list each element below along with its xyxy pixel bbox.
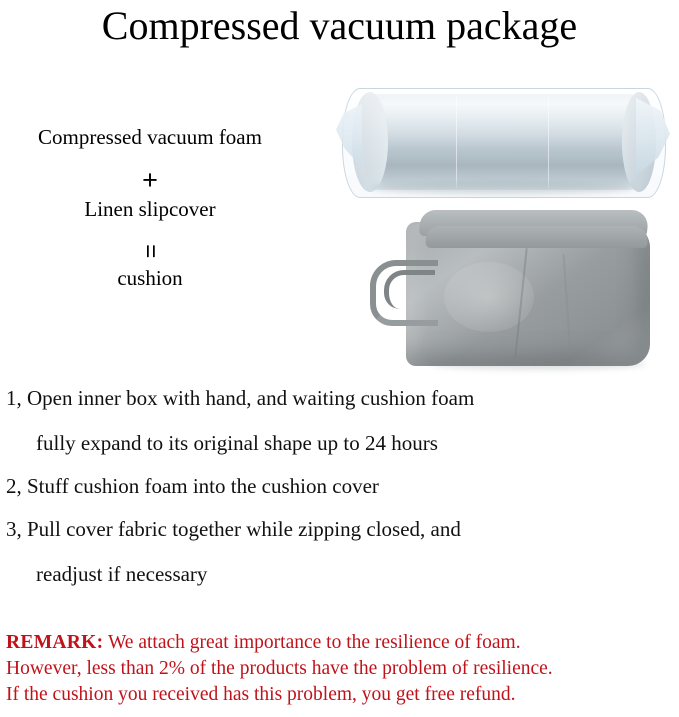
remark-line-3: If the cushion you received has this problem, you get free refund. xyxy=(6,683,516,705)
spacer xyxy=(0,221,300,235)
step-1-line-1: 1, Open inner box with hand, and waiting cushion foam xyxy=(6,386,475,410)
equals-operator: = xyxy=(137,243,165,258)
instruction-steps xyxy=(6,388,672,585)
step-3-line-2: readjust if necessary xyxy=(36,562,208,586)
foam-roll-shadow xyxy=(372,182,634,194)
remark-block xyxy=(6,630,672,708)
spacer xyxy=(0,148,300,162)
spacer xyxy=(6,540,672,564)
slipcover-corner-flap-inner xyxy=(384,270,435,309)
page-title: Compressed vacuum package xyxy=(101,3,578,48)
plus-operator: + xyxy=(142,165,158,196)
slipcover-shadow xyxy=(430,358,646,370)
remark-first-line xyxy=(6,630,672,656)
product-illustration xyxy=(330,86,670,376)
step-3-line-1: 3, Pull cover fabric together while zipping closed, and xyxy=(6,517,461,541)
formula-item-slipcover: Linen slipcover xyxy=(84,197,216,222)
linen-slipcover-image xyxy=(370,208,660,374)
remark-line-2: However, less than 2% of the products have the problem of resilience. xyxy=(6,657,553,679)
remark-line-1: We attach great importance to the resilience of foam. xyxy=(107,632,521,653)
formula-result-cushion: cushion xyxy=(117,265,183,290)
spacer xyxy=(6,497,672,519)
formula-block xyxy=(0,126,300,289)
remark-label: REMARK: xyxy=(6,632,104,653)
formula-item-foam: Compressed vacuum foam xyxy=(38,125,262,149)
slipcover-second-fold xyxy=(425,226,649,248)
step-2-line-1: 2, Stuff cushion foam into the cushion cover xyxy=(6,474,379,498)
step-1-line-2: fully expand to its original shape up to 24 hours xyxy=(36,431,438,455)
spacer xyxy=(6,409,672,433)
spacer xyxy=(6,454,672,476)
compressed-foam-roll-image xyxy=(336,86,666,198)
